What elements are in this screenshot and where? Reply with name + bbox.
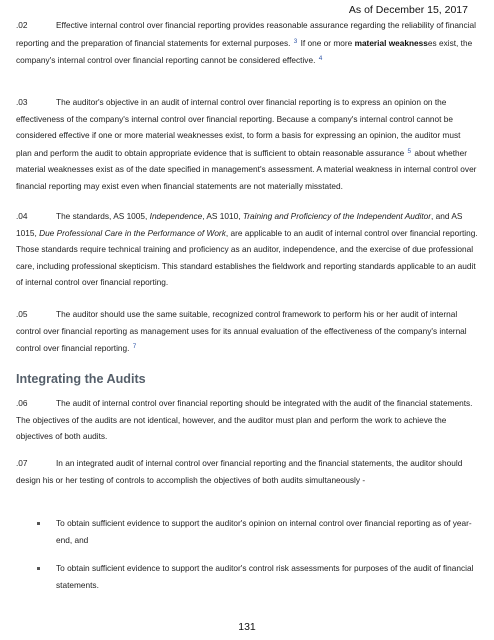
paragraph-text: If one or more <box>298 37 355 48</box>
paragraph-text: The audit of internal control over financial reporting should be integrated with the audit of the financial statements. The objectives of the audits are not identical, however, and the auditor must plan and perform the work to achieve the objectives of both audits. <box>16 398 473 442</box>
paragraph-number: .06 <box>16 398 28 408</box>
page-number: 131 <box>238 621 256 633</box>
bullet-icon <box>37 522 40 525</box>
paragraph-number: .04 <box>16 211 28 221</box>
paragraph-text: , and AS 1015, <box>16 211 463 238</box>
footnote-link[interactable]: 5 <box>407 147 412 155</box>
paragraph-04 <box>16 208 478 291</box>
paragraph-02 <box>16 17 478 69</box>
paragraph-text: Effective internal control over financial reporting provides reasonable assurance regarding the reliability of financial reporting and the preparation of financial statements for external purposes. <box>16 20 476 48</box>
footnote-link[interactable]: 3 <box>293 37 298 45</box>
paragraph-05 <box>16 306 478 357</box>
paragraph-text: , are applicable to an audit of internal control over financial reporting. Those standards require technical training and proficiency as an auditor, independence, and the exercise of due professional care, including professional skepticism. This standard establishes the fieldwork and reporting standards applicable to an audit of internal control over financial reporting. <box>16 227 478 288</box>
paragraph-text: about whether material weaknesses exist as of the date specified in management's assessment. A material weakness in internal control over financial reporting may exist even when financial statements are not materially misstated. <box>16 147 477 191</box>
footnote-link[interactable]: 4 <box>318 55 323 63</box>
list-item <box>16 515 478 548</box>
header-date: As of December 15, 2017 <box>348 4 468 16</box>
bullet-icon <box>37 567 40 570</box>
bold-term: material weakness <box>354 37 428 48</box>
standard-title: Due Professional Care in the Performance of Work <box>39 227 226 238</box>
standard-title: Independence <box>149 211 203 221</box>
paragraph-number: .07 <box>16 458 28 468</box>
list-item-text: To obtain sufficient evidence to support the auditor's opinion on internal control over financial reporting as of year-end, and <box>56 518 472 545</box>
paragraph-text: The auditor's objective in an audit of internal control over financial reporting is to express an opinion on the effectiveness of the company's internal control over financial reporting. Because a company's internal control cannot be considered effective if one or more material weaknesses exist, to form a basis for expressing an opinion, the auditor must plan and perform the audit to obtain appropriate evidence that is sufficient to obtain reasonable assurance <box>16 97 461 158</box>
section-heading: Integrating the Audits <box>16 372 146 386</box>
paragraph-number: .05 <box>16 309 28 319</box>
paragraph-07 <box>16 455 478 488</box>
paragraph-06 <box>16 395 478 445</box>
paragraph-03 <box>16 94 478 195</box>
list-item <box>16 560 478 593</box>
paragraph-number: .02 <box>16 20 28 30</box>
standard-title: Training and Proficiency of the Independent Auditor <box>242 211 432 221</box>
list-item-text: To obtain sufficient evidence to support the auditor's control risk assessments for purposes of the audit of financial statements. <box>56 563 474 590</box>
paragraph-text: The auditor should use the same suitable, recognized control framework to perform his or her audit of internal control over financial reporting as management uses for its annual evaluation of the effectiveness of the company's internal control over financial reporting. <box>16 309 467 354</box>
paragraph-text: es exist, the company's internal control over financial reporting cannot be considered effective. <box>16 37 473 66</box>
paragraph-text: The standards, AS 1005, <box>56 211 150 221</box>
footnote-link[interactable]: 7 <box>132 343 137 351</box>
paragraph-number: .03 <box>16 97 28 107</box>
paragraph-text: In an integrated audit of internal control over financial reporting and the financial statements, the auditor should design his or her testing of controls to accomplish the objectives of both audits simultaneously - <box>16 458 463 485</box>
paragraph-text: , AS 1010, <box>202 211 243 221</box>
objectives-list <box>16 515 478 605</box>
